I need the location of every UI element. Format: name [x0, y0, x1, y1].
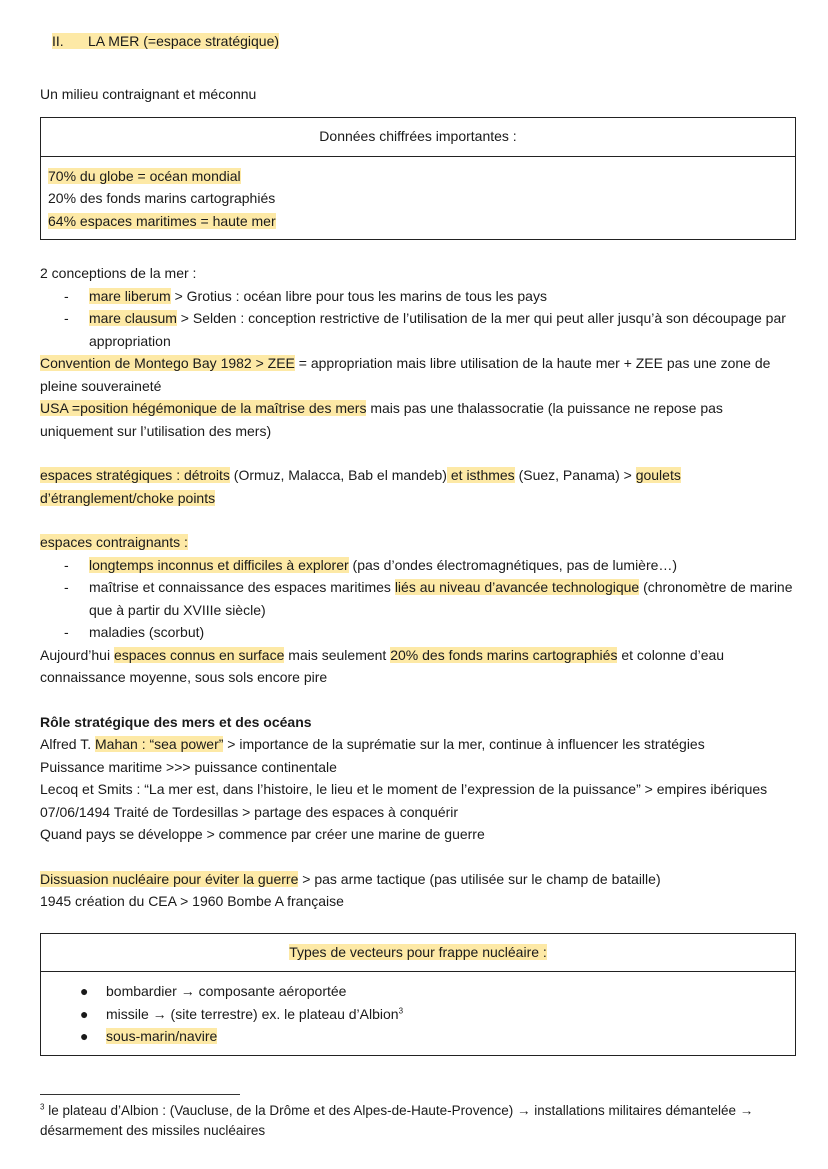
footnote: $^3$ le plateau d’Albion : (Vaucluse, de la Drôme et des Alpes-de-Haute-Provence) → installations militaires démantelée → désarmement des missiles nucléaires — [40, 1102, 754, 1138]
role-heading: Rôle stratégique des mers et des océans — [40, 713, 312, 730]
document-page — [40, 30, 796, 1154]
key-figures-header: Données chiffrées importantes : — [41, 118, 795, 157]
section-title — [52, 30, 796, 53]
footnote-ref[interactable]: 3 — [398, 1005, 404, 1015]
role-line: Puissance maritime >>> puissance continentale — [40, 758, 337, 775]
role-line: 07/06/1494 Traité de Tordesillas > partage des espaces à conquérir — [40, 803, 459, 820]
key-figure-2: 20% des fonds marins cartographiés — [48, 190, 276, 206]
section-title-text: LA MER (=espace stratégique) — [88, 33, 280, 49]
constraining-heading: espaces contraignants : — [40, 534, 188, 550]
mare-liberum: mare liberum — [89, 287, 171, 304]
subtitle: Un milieu contraignant et méconnu — [40, 85, 257, 102]
nuclear-vectors-box — [40, 933, 796, 1056]
role-line: Quand pays se développe > commence par créer une marine de guerre — [40, 826, 485, 842]
role-line: Lecoq et Smits : “La mer est, dans l’histoire, le lieu et le moment de l’expression de la puissance” > empires ibériques — [40, 781, 768, 797]
key-figures-box — [40, 117, 796, 240]
conceptions-intro: 2 conceptions de la mer : — [40, 265, 197, 281]
nuclear-vectors-header: Types de vecteurs pour frappe nucléaire : — [289, 943, 547, 960]
section-number: II. — [52, 33, 64, 49]
list-item: - mare clausum > Selden : conception restrictive de l’utilisation de la mer qui peut aller jusqu’à son découpage par appropriation — [64, 310, 786, 349]
list-item: - longtemps inconnus et difficiles à explorer (pas d’ondes électromagnétiques, pas de lumière…) — [64, 556, 678, 573]
list-item: - maîtrise et connaissance des espaces maritimes liés au niveau d’avancée technologique (chronomètre de marine que à partir du XVIIIe siècle) — [64, 579, 793, 618]
key-figure-3: 64% espaces maritimes = haute mer — [48, 212, 276, 229]
montego-bay-line: Convention de Montego Bay 1982 > ZEE = appropriation mais libre utilisation de la haute mer + ZEE pas une zone de pleine souveraineté — [40, 355, 771, 394]
list-item: - mare liberum > Grotius : océan libre pour tous les marins de tous les pays — [64, 287, 547, 304]
today-line: Aujourd’hui espaces connus en surface mais seulement 20% des fonds marins cartographiés et colonne d’eau connaissance moyenne, sous sols encore pire — [40, 646, 725, 685]
strategic-spaces: espaces stratégiques : détroits (Ormuz, Malacca, Bab el mandeb) et isthmes (Suez, Panama) > goulets d’étranglement/choke points — [40, 467, 681, 506]
list-item: - maladies (scorbut) — [64, 624, 205, 640]
cea-line: 1945 création du CEA > 1960 Bombe A française — [40, 893, 344, 909]
key-figure-1: 70% du globe = océan mondial — [48, 167, 241, 184]
list-item: ● sous-marin/navire — [80, 1028, 218, 1044]
mahan-line: Alfred T. Mahan : “sea power” > importance de la suprématie sur la mer, continue à influencer les stratégies — [40, 736, 705, 752]
mare-clausum: mare clausum — [89, 310, 177, 326]
deterrence-line: Dissuasion nucléaire pour éviter la guerre > pas arme tactique (pas utilisée sur le champ de bataille) — [40, 870, 661, 887]
usa-line: USA =position hégémonique de la maîtrise des mers mais pas une thalassocratie (la puissance ne repose pas uniquement sur l’utilisation des mers) — [40, 400, 723, 439]
list-item: ● missile → (site terrestre) ex. le plateau d’Albion$^3$ — [80, 1005, 404, 1022]
list-item: ● bombardier → composante aéroportée — [80, 983, 347, 999]
footnote-divider — [40, 1094, 240, 1095]
